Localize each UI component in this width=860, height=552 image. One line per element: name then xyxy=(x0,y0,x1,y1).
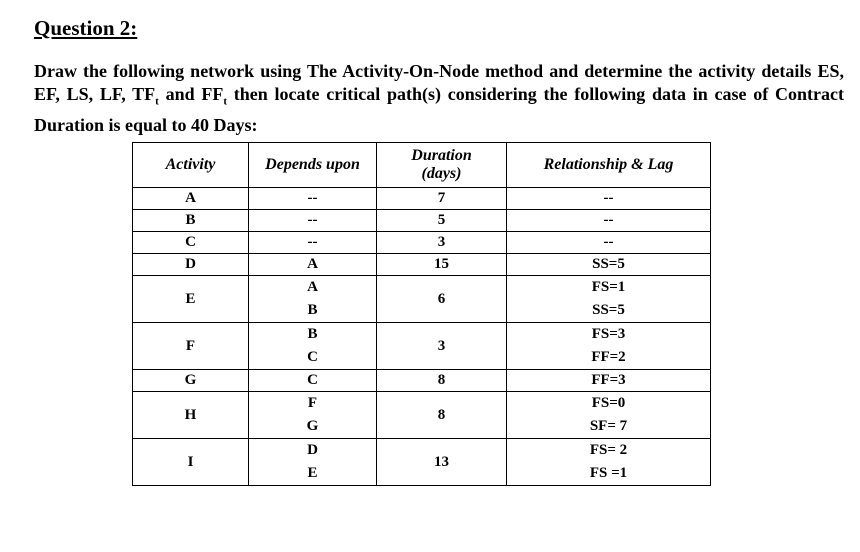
question-text-part3: then locate critical path(s) considering the following data in case of Contract Duration is equal to 40 Days: xyxy=(34,84,845,135)
relationship-cell-line: FS= 2 xyxy=(589,442,628,458)
header-activity: Activity xyxy=(133,143,249,188)
activity-cell: I xyxy=(133,439,249,486)
table-row xyxy=(133,439,711,486)
duration-cell: 8 xyxy=(377,370,507,392)
relationship-cell-line: FF=2 xyxy=(591,349,626,365)
question-heading: Question 2: xyxy=(34,16,138,40)
activity-cell: G xyxy=(133,370,249,392)
relationship-cell-line: FS=1 xyxy=(591,279,626,295)
depends-cell xyxy=(249,439,377,486)
activity-cell: H xyxy=(133,392,249,439)
relationship-cell xyxy=(507,188,711,210)
relationship-cell-line: FS=0 xyxy=(591,395,626,411)
depends-cell-line: D xyxy=(307,442,318,458)
depends-cell-line: -- xyxy=(307,212,318,228)
depends-cell xyxy=(249,232,377,254)
relationship-cell-line: SS=5 xyxy=(592,302,625,318)
depends-cell-line: C xyxy=(307,349,318,365)
header-duration-line2: (days) xyxy=(421,165,462,182)
relationship-cell-line: -- xyxy=(603,190,614,206)
header-duration-line1: Duration xyxy=(411,147,472,164)
table-row xyxy=(133,276,711,323)
relationship-cell xyxy=(507,439,711,486)
activity-cell: E xyxy=(133,276,249,323)
activity-cell: C xyxy=(133,232,249,254)
duration-cell: 15 xyxy=(377,254,507,276)
depends-cell-line: -- xyxy=(307,234,318,250)
depends-cell-line: F xyxy=(307,395,318,411)
activity-cell: F xyxy=(133,323,249,370)
depends-cell-line: G xyxy=(306,418,319,434)
activity-cell: A xyxy=(133,188,249,210)
relationship-cell xyxy=(507,232,711,254)
duration-cell: 3 xyxy=(377,232,507,254)
relationship-cell-line: SF= 7 xyxy=(589,418,628,434)
subscript-t-2: t xyxy=(223,95,228,108)
table-row xyxy=(133,392,711,439)
depends-cell-line: E xyxy=(307,465,318,481)
table-row xyxy=(133,254,711,276)
table-row xyxy=(133,188,711,210)
subscript-t-1: t xyxy=(155,95,159,108)
question-text-part2: and FF xyxy=(158,84,224,104)
activity-table xyxy=(132,142,711,486)
table-row xyxy=(133,370,711,392)
relationship-cell xyxy=(507,370,711,392)
depends-cell-line: A xyxy=(307,256,318,272)
relationship-cell-line: -- xyxy=(603,212,614,228)
depends-cell-line: B xyxy=(307,302,318,318)
depends-cell xyxy=(249,392,377,439)
activity-cell: B xyxy=(133,210,249,232)
relationship-cell-line: -- xyxy=(603,234,614,250)
depends-cell-line: -- xyxy=(307,190,318,206)
table-row xyxy=(133,232,711,254)
header-depends-upon: Depends upon xyxy=(249,143,377,188)
duration-cell: 5 xyxy=(377,210,507,232)
relationship-cell xyxy=(507,392,711,439)
relationship-cell xyxy=(507,323,711,370)
duration-cell: 13 xyxy=(377,439,507,486)
table-header-row xyxy=(133,143,711,188)
depends-cell-line: B xyxy=(307,326,318,342)
duration-cell: 7 xyxy=(377,188,507,210)
depends-cell-line: A xyxy=(307,279,318,295)
question-text-part1: Draw the following network using The Activity-On-Node method and determine the activity details ES, EF, LS, LF, TF xyxy=(34,61,844,104)
table-row xyxy=(133,323,711,370)
depends-cell xyxy=(249,276,377,323)
depends-cell xyxy=(249,323,377,370)
relationship-cell xyxy=(507,254,711,276)
duration-cell: 6 xyxy=(377,276,507,323)
duration-cell: 8 xyxy=(377,392,507,439)
relationship-cell-line: FS =1 xyxy=(589,465,628,481)
relationship-cell xyxy=(507,276,711,323)
relationship-cell-line: SS=5 xyxy=(592,256,625,272)
depends-cell xyxy=(249,188,377,210)
depends-cell-line: C xyxy=(307,372,318,388)
activity-cell: D xyxy=(133,254,249,276)
relationship-cell-line: FF=3 xyxy=(591,372,626,388)
relationship-cell xyxy=(507,210,711,232)
header-relationship: Relationship & Lag xyxy=(507,143,711,188)
question-text xyxy=(34,60,844,137)
relationship-cell-line: FS=3 xyxy=(591,326,626,342)
table-row xyxy=(133,210,711,232)
depends-cell xyxy=(249,210,377,232)
depends-cell xyxy=(249,370,377,392)
table-body xyxy=(133,188,711,486)
header-duration xyxy=(377,143,507,188)
depends-cell xyxy=(249,254,377,276)
duration-cell: 3 xyxy=(377,323,507,370)
